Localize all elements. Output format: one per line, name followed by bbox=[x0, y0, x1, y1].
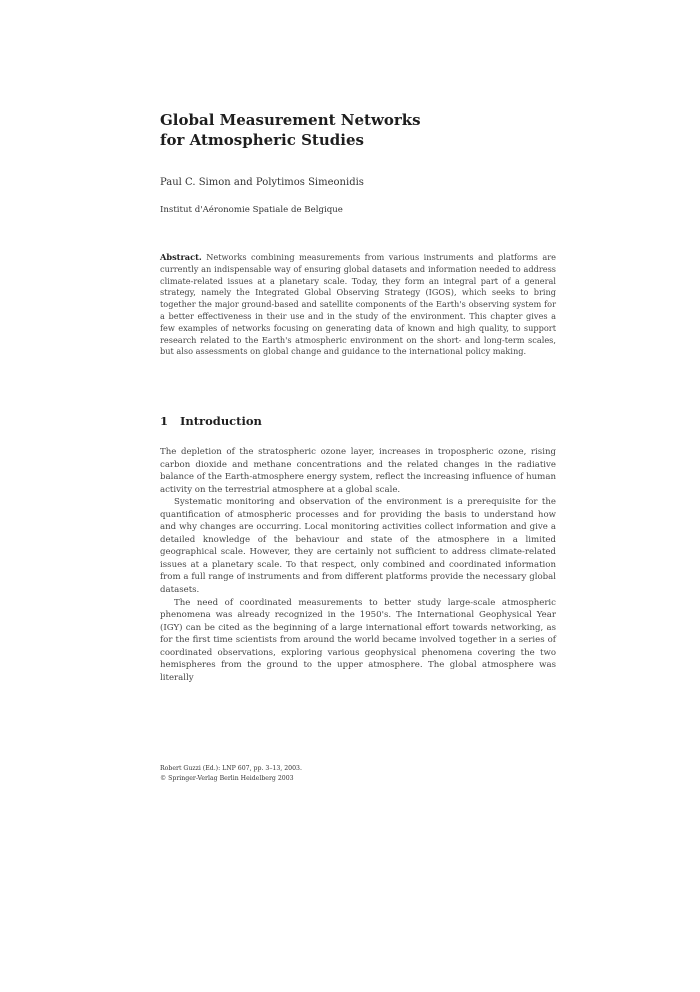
abstract bbox=[160, 252, 556, 358]
section-heading bbox=[160, 413, 262, 429]
abstract-label: Abstract. bbox=[160, 252, 202, 262]
footer-copyright: © Springer-Verlag Berlin Heidelberg 2003 bbox=[160, 774, 294, 782]
paper-title bbox=[160, 110, 421, 150]
abstract-text: Networks combining measurements from various instruments and platforms are currently an indispensable way of ensuring global datasets and information needed to address climate-related issues at a planetary scale. Today, they form an integral part of a general strategy, namely the Integrated Global Observing Strategy (IGOS), which seeks to bring together the major ground-based and satellite components of the Earth's observing system for a better effectiveness in their use and in the study of the environment. This chapter gives a few examples of networks focusing on generating data of known and high quality, to support research related to the Earth's atmospheric environment on the short- and long-term scales, but also assessments on global change and guidance to the international policy making. bbox=[160, 252, 556, 357]
paper-title-line-2: for Atmospheric Studies bbox=[160, 131, 364, 149]
section-body bbox=[160, 446, 556, 684]
footer-citation: Robert Guzzi (Ed.): LNP 607, pp. 3–13, 2003. bbox=[160, 765, 302, 772]
body-paragraph-3: The need of coordinated measurements to better study large-scale atmospheric phenomena was already recognized in the 1950's. The International Geophysical Year (IGY) can be cited as the beginning of a large international effort towards networking, as for the first time scientists from around the world became involved together in a series of coordinated observations, exploring various geophysical phenomena covering the two hemispheres from the ground to the upper atmosphere. The global atmosphere was literally bbox=[160, 597, 556, 683]
section-number: 1 bbox=[160, 414, 169, 428]
body-paragraph-1: The depletion of the stratospheric ozone layer, increases in tropospheric ozone, rising carbon dioxide and methane concentrations and the related changes in the radiative balance of the Earth-atmosphere energy system, reflect the increasing influence of human activity on the terrestrial atmosphere at a global scale. bbox=[160, 447, 556, 495]
publication-footer bbox=[160, 764, 302, 783]
author-list: Paul C. Simon and Polytimos Simeonidis bbox=[160, 177, 364, 188]
paper-title-line-1: Global Measurement Networks bbox=[160, 111, 421, 129]
author-affiliation: Institut d'Aéronomie Spatiale de Belgique bbox=[160, 205, 343, 215]
section-title: Introduction bbox=[180, 414, 262, 428]
body-paragraph-2: Systematic monitoring and observation of the environment is a prerequisite for the quantification of atmospheric processes and for providing the basis to understand how and why changes are occurring. Local monitoring activities collect information and give a detailed knowledge of the behaviour and state of the atmosphere in a limited geographical scale. However, they are certainly not sufficient to address climate-related issues at a planetary scale. To that respect, only combined and coordinated information from a full range of instruments and from different platforms provide the necessary global datasets. bbox=[160, 497, 556, 596]
